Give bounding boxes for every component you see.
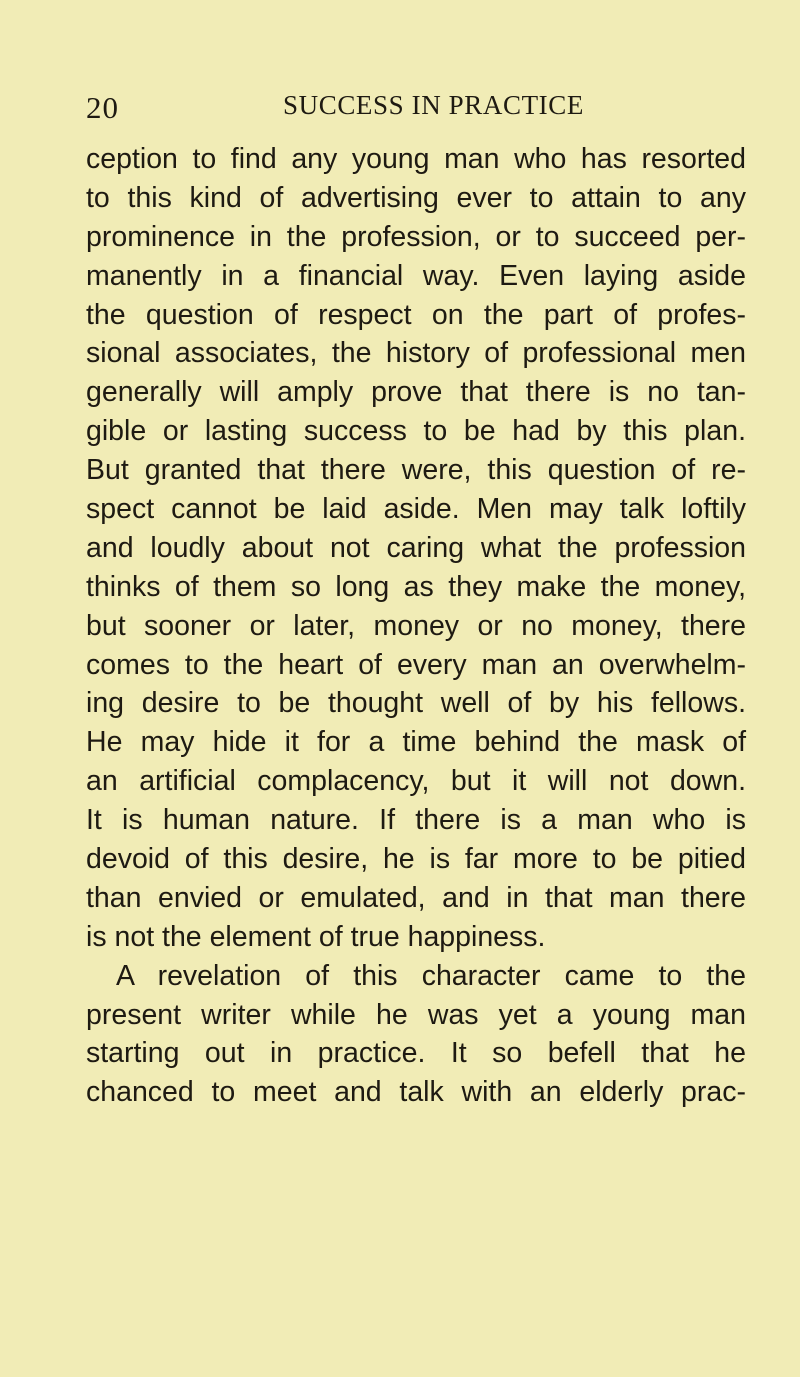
text-line-22: A revelation of this character came to the: [116, 959, 746, 992]
text-line-4: manently in a financial way. Even laying aside: [86, 259, 746, 292]
text-line-25: chanced to meet and talk with an elderly prac-: [86, 1076, 746, 1109]
text-line-11: and loudly about not caring what the profession: [86, 531, 746, 564]
text-line-15: ing desire to be thought well of by his fellows.: [86, 687, 746, 720]
text-line-13: but sooner or later, money or no money, there: [86, 609, 746, 642]
text-line-17: an artificial complacency, but it will not down.: [86, 765, 746, 798]
text-line-14: comes to the heart of every man an overwhelm-: [86, 648, 746, 681]
text-line-9: But granted that there were, this question of re-: [86, 454, 746, 487]
running-head: [86, 86, 736, 126]
text-line-5: the question of respect on the part of profes-: [86, 298, 746, 331]
text-line-21: is not the element of true happiness.: [86, 920, 546, 953]
running-title: SUCCESS IN PRACTICE: [283, 90, 584, 120]
text-line-7: generally will amply prove that there is no tan-: [86, 376, 746, 409]
text-line-12: thinks of them so long as they make the money,: [86, 570, 746, 603]
text-line-10: spect cannot be laid aside. Men may talk loftily: [86, 493, 746, 526]
text-line-3: prominence in the profession, or to succeed per-: [86, 220, 746, 253]
text-line-19: devoid of this desire, he is far more to be pitied: [86, 843, 746, 876]
text-line-23: present writer while he was yet a young man: [86, 998, 746, 1031]
text-line-2: to this kind of advertising ever to attain to any: [86, 181, 746, 214]
page-number: 20: [86, 90, 119, 125]
text-line-24: starting out in practice. It so befell that he: [86, 1037, 746, 1070]
text-line-8: gible or lasting success to be had by this plan.: [86, 415, 746, 448]
text-line-20: than envied or emulated, and in that man there: [86, 881, 746, 914]
body-text: [86, 140, 746, 1112]
text-line-6: sional associates, the history of professional men: [86, 337, 746, 370]
text-line-16: He may hide it for a time behind the mask of: [86, 726, 746, 759]
text-line-1: ception to find any young man who has resorted: [86, 143, 746, 175]
text-line-18: It is human nature. If there is a man who is: [86, 804, 746, 837]
